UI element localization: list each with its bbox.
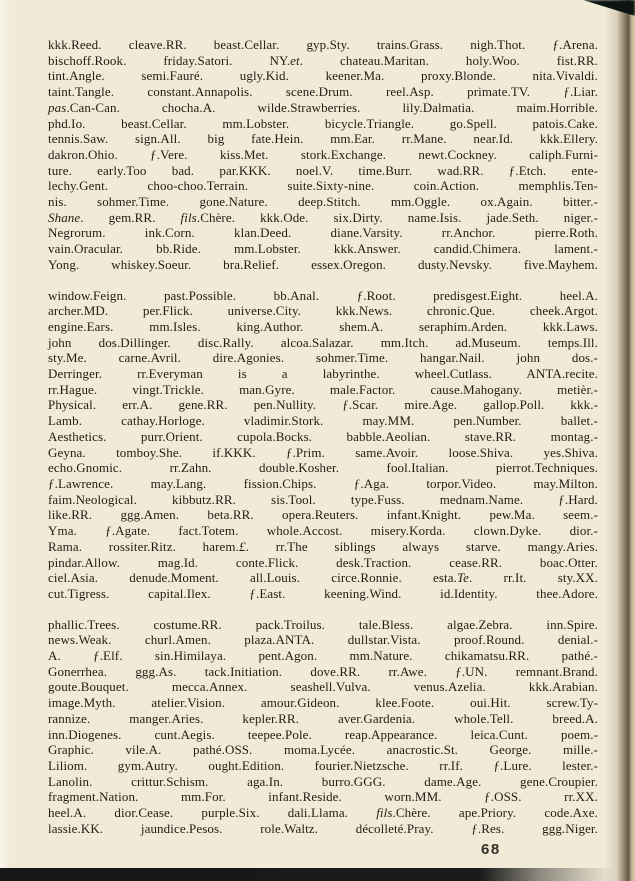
text-line bbox=[48, 178, 598, 194]
text-line bbox=[48, 241, 598, 257]
text-segment: goute.Bouquet. mecca.Annex. seashell.Vulva. venus.Azelia. kkk.Arabian. bbox=[48, 679, 598, 695]
text-line bbox=[48, 382, 598, 398]
text-line bbox=[48, 445, 598, 461]
text-block bbox=[48, 37, 598, 836]
text-line bbox=[48, 319, 598, 335]
text-segment: bischoff.Rook. friday.Satori. NY. bbox=[48, 52, 291, 68]
text-segment: tennis.Saw. sign.All. big fate.Hein. mm.Ear. rr.Mane. near.Id. kkk.Ellery. bbox=[48, 131, 598, 147]
text-segment: Derringer. rr.Everyman is a labyrinthe. wheel.Cutlass. ANTA.recite. bbox=[48, 366, 598, 382]
text-segment: john dos.Dillinger. disc.Rally. alcoa.Salazar. mm.Itch. ad.Museum. temps.Ill. bbox=[48, 334, 598, 350]
text-segment: heel.A. dior.Cease. purple.Six. dali.Llama. bbox=[48, 805, 377, 821]
text-line bbox=[48, 774, 598, 790]
text-line bbox=[48, 617, 598, 633]
text-line bbox=[48, 476, 598, 492]
text-line bbox=[48, 429, 598, 445]
text-segment: Geyna. tomboy.She. if.KKK. ƒ.Prim. same.Avoir. loose.Shiva. yes.Shiva. bbox=[48, 444, 598, 460]
text-line bbox=[48, 555, 598, 571]
text-segment: Rama. rossiter.Ritz. harem. bbox=[48, 538, 239, 554]
paragraph-3 bbox=[48, 617, 598, 837]
text-line bbox=[48, 586, 598, 602]
page-number: 68 bbox=[481, 841, 501, 858]
text-segment: phallic.Trees. costume.RR. pack.Troilus. tale.Bless. algae.Zebra. inn.Spire. bbox=[48, 616, 598, 632]
text-segment: .Can-Can. chocha.A. wilde.Strawberries. lily.Dalmatia. maim.Horrible. bbox=[66, 99, 598, 115]
text-line bbox=[48, 539, 598, 555]
page-right-edge-shadow bbox=[605, 0, 635, 881]
text-segment: engine.Ears. mm.Isles. king.Author. shem.A. seraphim.Arden. kkk.Laws. bbox=[48, 318, 598, 334]
italic-text-segment: fils bbox=[180, 209, 197, 225]
text-line bbox=[48, 507, 598, 523]
text-segment: Liliom. gym.Autry. ought.Edition. fourier.Nietzsche. rr.If. ƒ.Lure. lester.- bbox=[48, 757, 598, 773]
text-line bbox=[48, 131, 598, 147]
italic-text-segment: fils bbox=[376, 805, 393, 821]
text-line bbox=[48, 163, 598, 179]
text-segment: window.Feign. past.Possible. bb.Anal. ƒ.Root. predisgest.Eight. heel.A. bbox=[48, 287, 598, 303]
text-segment: Aesthetics. purr.Orient. cupola.Bocks. babble.Aeolian. stave.RR. montag.- bbox=[48, 428, 598, 444]
text-segment: . rr.It. sty.XX. bbox=[469, 570, 598, 586]
text-line bbox=[48, 100, 598, 116]
text-line bbox=[48, 210, 598, 226]
text-line bbox=[48, 84, 598, 100]
italic-text-segment: £ bbox=[239, 538, 246, 554]
text-line bbox=[48, 257, 598, 273]
page-bottom-edge-shadow bbox=[0, 868, 615, 881]
text-segment: cut.Tigress. capital.Ilex. ƒ.East. keening.Wind. id.Identity. thee.Adore. bbox=[48, 585, 598, 601]
paragraph-1 bbox=[48, 37, 598, 273]
text-line bbox=[48, 664, 598, 680]
text-line bbox=[48, 695, 598, 711]
text-segment: kkk.Reed. cleave.RR. beast.Cellar. gyp.Sty. trains.Grass. nigh.Thot. ƒ.Arena. bbox=[48, 37, 598, 52]
text-line bbox=[48, 225, 598, 241]
text-line bbox=[48, 570, 598, 586]
text-segment: Lamb. cathay.Horloge. vladimir.Stork. may.MM. pen.Number. ballet.- bbox=[48, 413, 598, 429]
text-segment: archer.MD. per.Flick. universe.City. kkk.News. chronic.Que. cheek.Argot. bbox=[48, 303, 598, 319]
text-segment: faim.Neological. kibbutz.RR. sis.Tool. type.Fuss. mednam.Name. ƒ.Hard. bbox=[48, 491, 598, 507]
text-segment: ciel.Asia. denude.Moment. all.Louis. circe.Ronnie. esta. bbox=[48, 570, 457, 586]
text-segment: taint.Tangle. constant.Annapolis. scene.Drum. reel.Asp. primate.TV. ƒ.Liar. bbox=[48, 84, 598, 100]
page-corner-shadow bbox=[583, 0, 635, 16]
text-segment: Yma. ƒ.Agate. fact.Totem. whole.Accost. misery.Korda. clown.Dyke. dior.- bbox=[48, 523, 598, 539]
text-line bbox=[48, 758, 598, 774]
text-line bbox=[48, 37, 598, 53]
text-segment: A. ƒ.Elf. sin.Himilaya. pent.Agon. mm.Nature. chikamatsu.RR. pathé.- bbox=[48, 648, 598, 664]
text-line bbox=[48, 194, 598, 210]
text-segment: Lanolin. crittur.Schism. aga.In. burro.GGG. dame.Age. gene.Croupier. bbox=[48, 773, 598, 789]
text-segment: phd.Io. beast.Cellar. mm.Lobster. bicycle.Triangle. go.Spell. patois.Cake. bbox=[48, 115, 598, 131]
text-segment: .Chère. ape.Priory. code.Axe. bbox=[392, 805, 598, 821]
text-line bbox=[48, 413, 598, 429]
text-segment: like.RR. ggg.Amen. beta.RR. opera.Reuters. infant.Knight. pew.Ma. seem.- bbox=[48, 507, 598, 523]
text-line bbox=[48, 742, 598, 758]
text-line bbox=[48, 116, 598, 132]
text-segment: Yong. whiskey.Soeur. bra.Relief. essex.Oregon. dusty.Nevsky. five.Mayhem. bbox=[48, 256, 598, 272]
text-line bbox=[48, 711, 598, 727]
text-segment: Graphic. vile.A. pathé.OSS. moma.Lycée. anacrostic.St. George. mille.- bbox=[48, 742, 598, 758]
text-segment: echo.Gnomic. rr.Zahn. double.Kosher. fool.Italian. pierrot.Techniques. bbox=[48, 460, 598, 476]
text-segment: pindar.Allow. mag.Id. conte.Flick. desk.Traction. cease.RR. boac.Otter. bbox=[48, 554, 598, 570]
text-segment: .Chère. kkk.Ode. six.Dirty. name.Isis. jade.Seth. niger.- bbox=[196, 209, 598, 225]
text-segment: lechy.Gent. choo-choo.Terrain. suite.Sixty-nine. coin.Action. memphlis.Ten- bbox=[48, 178, 598, 194]
text-segment: image.Myth. atelier.Vision. amour.Gideon. klee.Foote. oui.Hit. screw.Ty- bbox=[48, 695, 598, 711]
text-line bbox=[48, 632, 598, 648]
text-line bbox=[48, 789, 598, 805]
text-segment: . chateau.Maritan. holy.Woo. fist.RR. bbox=[299, 52, 598, 68]
text-line bbox=[48, 397, 598, 413]
text-line bbox=[48, 335, 598, 351]
text-segment: . rr.The siblings always starve. mangy.Aries. bbox=[245, 538, 598, 554]
paragraph-2 bbox=[48, 288, 598, 602]
text-line bbox=[48, 523, 598, 539]
text-line bbox=[48, 366, 598, 382]
text-segment: tint.Angle. semi.Fauré. ugly.Kid. keener.Ma. proxy.Blonde. nita.Vivaldi. bbox=[48, 68, 598, 84]
text-segment: . gem.RR. bbox=[80, 209, 181, 225]
text-segment: rannize. manger.Aries. kepler.RR. aver.Gardenia. whole.Tell. breed.A. bbox=[48, 710, 598, 726]
text-segment: ture. early.Too bad. par.KKK. noel.V. time.Burr. wad.RR. ƒ.Etch. ente- bbox=[48, 162, 598, 178]
text-segment: Gonerrhea. ggg.As. tack.Initiation. dove.RR. rr.Awe. ƒ.UN. remnant.Brand. bbox=[48, 663, 598, 679]
italic-text-segment: Shane bbox=[48, 209, 81, 225]
italic-text-segment: et bbox=[290, 52, 300, 68]
text-segment: inn.Diogenes. cunt.Aegis. teepee.Pole. reap.Appearance. leica.Cunt. poem.- bbox=[48, 726, 598, 742]
text-segment: sty.Me. carne.Avril. dire.Agonies. sohmer.Time. hangar.Nail. john dos.- bbox=[48, 350, 598, 366]
text-segment: ƒ.Lawrence. may.Lang. fission.Chips. ƒ.Aga. torpor.Video. may.Milton. bbox=[48, 475, 598, 491]
text-line bbox=[48, 53, 598, 69]
text-line bbox=[48, 648, 598, 664]
text-line bbox=[48, 821, 598, 837]
text-segment: fragment.Nation. mm.For. infant.Reside. worn.MM. ƒ.OSS. rr.XX. bbox=[48, 789, 598, 805]
text-segment: dakron.Ohio. ƒ.Vere. kiss.Met. stork.Exchange. newt.Cockney. caliph.Furni- bbox=[48, 146, 598, 162]
italic-text-segment: Te bbox=[456, 570, 469, 586]
text-line bbox=[48, 805, 598, 821]
text-line bbox=[48, 727, 598, 743]
text-line bbox=[48, 460, 598, 476]
text-segment: lassie.KK. jaundice.Pesos. role.Waltz. décolleté.Pray. ƒ.Res. ggg.Niger. bbox=[48, 820, 598, 836]
text-line bbox=[48, 303, 598, 319]
page-left-edge-highlight bbox=[0, 0, 10, 881]
text-segment: Negrorum. ink.Corn. klan.Deed. diane.Varsity. rr.Anchor. pierre.Roth. bbox=[48, 225, 598, 241]
text-segment: rr.Hague. vingt.Trickle. man.Gyre. male.Factor. cause.Mahogany. metièr.- bbox=[48, 381, 598, 397]
text-segment: Physical. err.A. gene.RR. pen.Nullity. ƒ.Scar. mire.Age. gallop.Poll. kkk.- bbox=[48, 397, 598, 413]
text-line bbox=[48, 492, 598, 508]
italic-text-segment: pas bbox=[48, 99, 67, 115]
text-line bbox=[48, 350, 598, 366]
text-line bbox=[48, 679, 598, 695]
text-line bbox=[48, 288, 598, 304]
text-segment: news.Weak. churl.Amen. plaza.ANTA. dullstar.Vista. proof.Round. denial.- bbox=[48, 632, 598, 648]
text-segment: vain.Oracular. bb.Ride. mm.Lobster. kkk.Answer. candid.Chimera. lament.- bbox=[48, 241, 598, 257]
text-line bbox=[48, 147, 598, 163]
text-segment: nis. sohmer.Time. gone.Nature. deep.Stitch. mm.Oggle. ox.Again. bitter.- bbox=[48, 194, 598, 210]
text-line bbox=[48, 68, 598, 84]
